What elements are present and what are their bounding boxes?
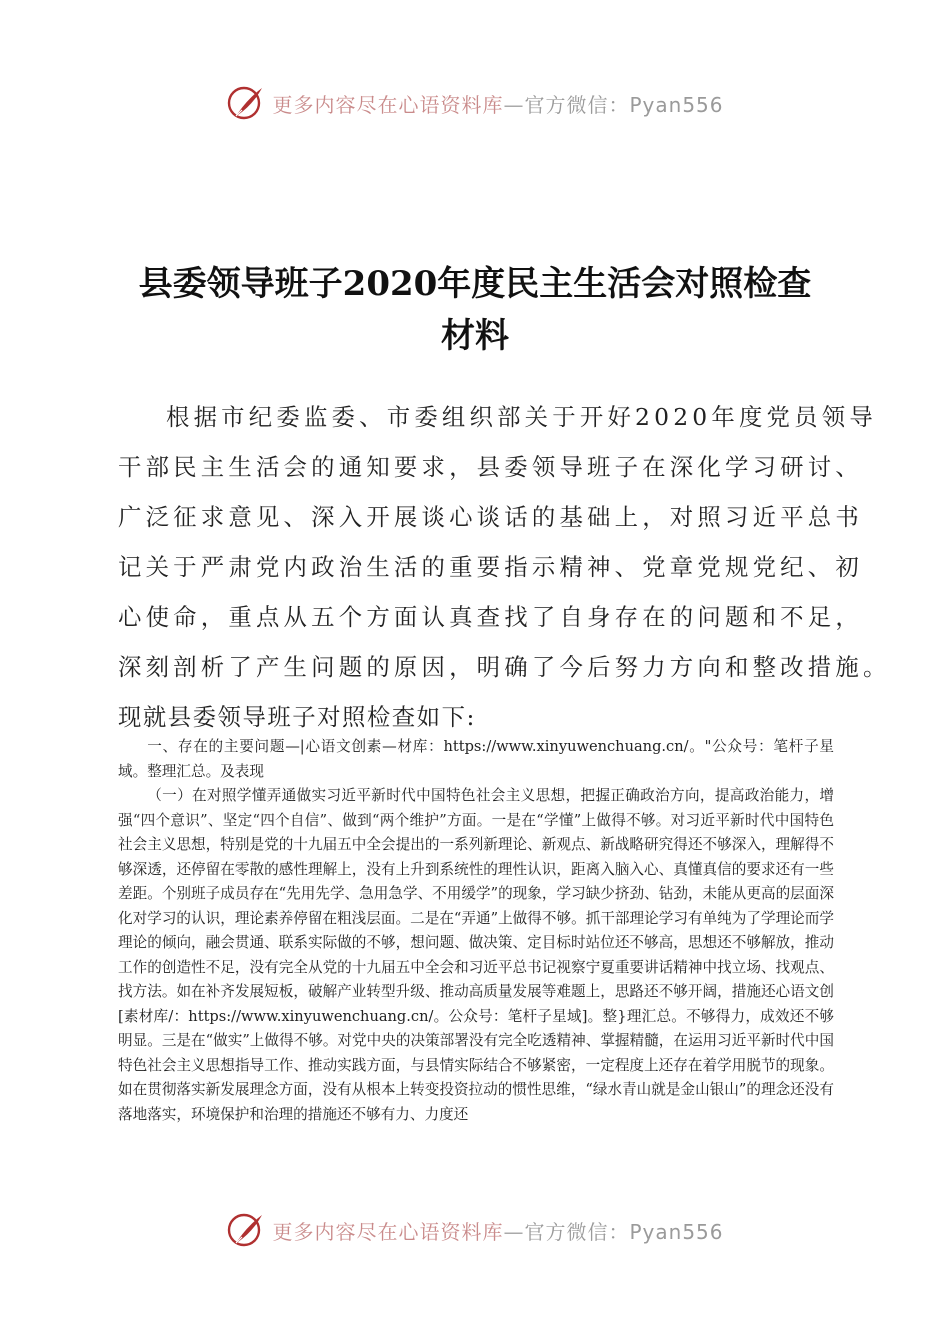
- quill-pen-icon: [226, 1210, 266, 1250]
- title-line-1: 县委领导班子2020年度民主生活会对照检查: [138, 264, 812, 304]
- document-title: [60, 258, 890, 362]
- banner-wechat-label: 官方微信：: [524, 92, 630, 117]
- banner-main-text: 更多内容尽在心语资料库: [272, 92, 504, 117]
- lead-paragraph: [118, 392, 891, 742]
- lead-line: 现就县委领导班子对照检查如下:: [118, 703, 476, 731]
- header-watermark-banner: [0, 83, 950, 123]
- body-text: [118, 735, 834, 1127]
- lead-line: 记关于严肃党内政治生活的重要指示精神、党章党规党纪、初: [118, 553, 863, 581]
- banner-text: [272, 1216, 723, 1245]
- footer-watermark-banner: [0, 1210, 950, 1250]
- banner-separator: —: [503, 1219, 525, 1244]
- banner-separator: —: [503, 92, 525, 117]
- section-heading-paragraph: 一、存在的主要问题—|心语文创素—材库：https://www.xinyuwenchuang.cn/。"公众号：笔杆子星域。整理汇总。及表现: [118, 738, 834, 780]
- lead-line: 广泛征求意见、深入开展谈心谈话的基础上，对照习近平总书: [118, 503, 863, 531]
- lead-line: 干部民主生活会的通知要求，县委领导班子在深化学习研讨、: [118, 453, 863, 481]
- quill-pen-icon: [226, 83, 266, 123]
- banner-main-text: 更多内容尽在心语资料库: [272, 1219, 504, 1244]
- lead-line: 根据市纪委监委、市委组织部关于开好2020年度党员领导: [166, 403, 877, 431]
- title-line-2: 材料: [441, 316, 509, 356]
- body-paragraph: （一）在对照学懂弄通做实习近平新时代中国特色社会主义思想，把握正确政治方向，提高政治能力，增强“四个意识”、坚定“四个自信”、做到“两个维护”方面。一是在“学懂”上做得不够。对习近平新时代中国特色社会主义思想，特别是党的十九届五中全会提出的一系列新理论、新观点、新战略研究得还不够深入，理解得不够深透，还停留在零散的感性理解上，没有上升到系统性的理性认识，距离入脑入心、真懂真信的要求还有一些差距。个别班子成员存在“先用先学、急用急学、不用缓学”的现象，学习缺少挤劲、钻劲，未能从更高的层面深化对学习的认识，理论素养停留在粗浅层面。二是在“弄通”上做得不够。抓干部理论学习有单纯为了学理论而学理论的倾向，融会贯通、联系实际做的不够，想问题、做决策、定目标时站位还不够高，思想还不够解放，推动工作的创造性不足，没有完全从党的十九届五中全会和习近平总书记视察宁夏重要讲话精神中找立场、找观点、找方法。如在补齐发展短板，破解产业转型升级、推动高质量发展等难题上，思路还不够开阔，措施还心语文创[素材库/：https://www.xinyuwenchuang.cn/。公众号：笔杆子星域]。整}理汇总。不够得力，成效还不够明显。三是在“做实”上做得不够。对党中央的决策部署没有完全吃透精神、掌握精髓，在运用习近平新时代中国特色社会主义思想指导工作、推动实践方面，与县情实际结合不够紧密，一定程度上还存在着学用脱节的现象。如在贯彻落实新发展理念方面，没有从根本上转变投资拉动的惯性思维，“绿水青山就是金山银山”的理念还没有落地落实，环境保护和治理的措施还不够有力、力度还: [118, 787, 834, 1123]
- lead-line: 心使命，重点从五个方面认真查找了自身存在的问题和不足，: [118, 603, 863, 631]
- banner-text: [272, 89, 723, 118]
- banner-handle: Pyan556: [629, 1219, 724, 1244]
- banner-wechat-label: 官方微信：: [524, 1219, 630, 1244]
- banner-handle: Pyan556: [629, 92, 724, 117]
- lead-line: 深刻剖析了产生问题的原因，明确了今后努力方向和整改措施。: [118, 653, 891, 681]
